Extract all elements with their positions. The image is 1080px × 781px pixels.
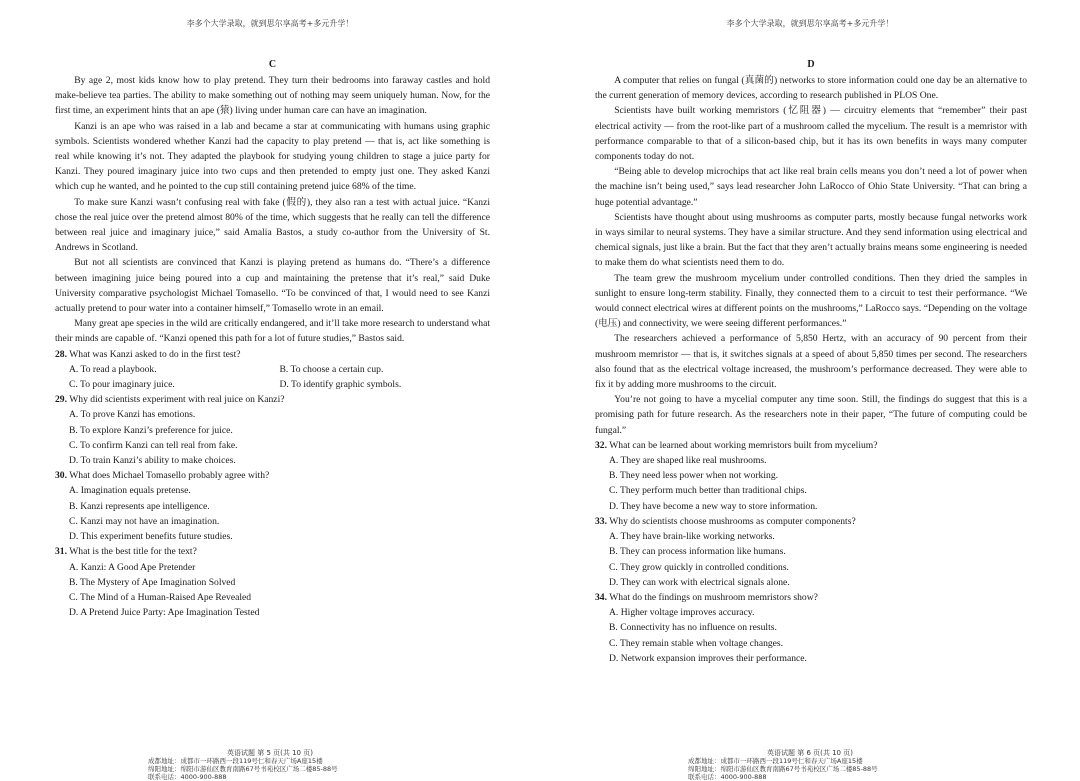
option-a: A. They are shaped like real mushrooms.: [609, 455, 767, 467]
right-page: [540, 0, 1080, 781]
option-b: B. They need less power when not working.: [609, 470, 779, 482]
option-b: B. To choose a certain cup.: [279, 363, 384, 375]
paragraph: A computer that relies on fungal (真菌的) networks to store information could one day be an alternative to the current generation of memory devices, according to research published in PLOS One.: [595, 75, 1027, 102]
option-a: A. To read a playbook.: [69, 363, 157, 375]
question-29: [55, 392, 490, 407]
paragraph: Scientists have built working memristors (忆阻器) — circuitry elements that “remember” their past electrical activity — from the root-like part of a mushroom called the mycelium. The result is a memristor with performance comparable to that of a silicon-based chip, but it has its own benefits in ways many computer components today do not.: [595, 105, 1027, 163]
paragraph: Kanzi is an ape who was raised in a lab and became a star at communicating with humans using graphic symbols. Scientists wondered whether Kanzi had the capacity to play pretend — that is, act like something is real while knowing it’s not. They adapted the playbook for studying young children to stage a juice party for Kanzi. They poured imaginary juice into two cups and then pretended to empty just one. They asked Kanzi which cup he wanted, and he pointed to the cup still containing pretend juice 68% of the time.: [55, 120, 490, 193]
option-d: D. To identify graphic symbols.: [279, 379, 402, 391]
footer-line: 联系电话：4000-900-888: [688, 773, 767, 781]
option-d: D. They can work with electrical signals alone.: [609, 576, 790, 588]
question-number: 28.: [55, 348, 67, 360]
paragraph: Scientists have thought about using mushrooms as computer parts, mostly because fungal networks work in ways similar to neural systems. They have a similar structure. And they send information using electrical and chemical signals, just like a brain. But the fact that they aren’t actually brains means some engineering is needed to make them do what scientists need them to do.: [595, 211, 1027, 269]
question-32: [595, 438, 1027, 453]
paragraph: Many great ape species in the wild are critically endangered, and it’ll take more research to understand what their minds are capable of. “Kanzi opened this path for a lot of future studies,” Bastos said.: [55, 318, 490, 345]
question-34: [595, 590, 1027, 605]
page-number: 英语试题 第 5 页(共 10 页): [227, 749, 313, 757]
question-number: 31.: [55, 546, 67, 558]
footer-line: 绵阳地址：绵阳市游仙区教育南路67号书苑校区广场二楼85-88号: [688, 765, 878, 773]
option-d: D. This experiment benefits future studies.: [69, 531, 233, 543]
question-stem: Why do scientists choose mushrooms as computer components?: [609, 515, 856, 527]
page-header: 李多个大学录取，就到思尔享高考+多元升学！: [726, 19, 894, 28]
footer-address: [688, 757, 878, 781]
option-a: A. Imagination equals pretense.: [69, 485, 191, 497]
option-c: C. They grow quickly in controlled conditions.: [609, 561, 789, 573]
question-stem: Why did scientists experiment with real juice on Kanzi?: [69, 394, 285, 406]
footer-line: 成都地址：成都市一环路西一段119号仁和春天广场A座15楼: [148, 757, 323, 765]
question-stem: What do the findings on mushroom memristors show?: [609, 591, 818, 603]
paragraph: To make sure Kanzi wasn’t confusing real with fake (假的), they also ran a test with actual juice. “Kanzi chose the real juice over the pretend almost 80% of the time, which suggests that he really can tell the difference between real juice and imaginary juice,” said Amalia Bastos, a study co-author from the University of St. Andrews in Scotland.: [55, 196, 490, 254]
question-33: [595, 514, 1027, 529]
page-number: 英语试题 第 6 页(共 10 页): [767, 749, 853, 757]
option-b: B. They can process information like humans.: [609, 546, 786, 558]
question-stem: What is the best title for the text?: [69, 546, 197, 558]
paragraph: But not all scientists are convinced that Kanzi is playing pretend as humans do. “There’s a difference between imagining juice being poured into a cup and maintaining the pretense that it’s real,” said Duke University comparative psychologist Michael Tomasello. “To be convinced of that, I would need to see Kanzi actually pretend to pour water into a container himself,” Tomasello wrote in an email.: [55, 257, 490, 315]
page-header: 李多个大学录取，就到思尔享高考+多元升学！: [186, 19, 354, 28]
option-c: C. Kanzi may not have an imagination.: [69, 515, 220, 527]
question-stem: What can be learned about working memristors built from mycelium?: [609, 439, 878, 451]
footer-line: 联系电话：4000-900-888: [148, 773, 227, 781]
option-b: B. Connectivity has no influence on results.: [609, 622, 777, 634]
page-footer: [540, 749, 1080, 781]
option-a: A. They have brain-like working networks.: [609, 531, 775, 543]
paragraph: By age 2, most kids know how to play pretend. They turn their bedrooms into faraway castles and hold make-believe tea parties. The ability to make something out of nothing may seem uniquely human. Now, for the first time, an experiment hints that an ape (猿) living under human care can have an imagination.: [55, 75, 490, 117]
option-d: D. They have become a new way to store information.: [609, 500, 818, 512]
section-title: D: [807, 59, 815, 70]
option-a: A. To prove Kanzi has emotions.: [69, 409, 196, 421]
option-a: A. Kanzi: A Good Ape Pretender: [69, 561, 196, 573]
option-b: B. Kanzi represents ape intelligence.: [69, 500, 210, 512]
question-28-options: [69, 362, 490, 392]
option-d: D. A Pretend Juice Party: Ape Imagination Tested: [69, 607, 260, 619]
option-c: C. They perform much better than traditional chips.: [609, 485, 807, 497]
option-a: A. Higher voltage improves accuracy.: [609, 607, 755, 619]
option-c: C. They remain stable when voltage changes.: [609, 637, 784, 649]
paragraph: The team grew the mushroom mycelium under controlled conditions. Then they dried the samples in sunlight to ensure long-term stability. Finally, they connected them to a circuit to test their performance. “We would connect electrical wires at different points on the mushrooms,” LaRocco says. “Depending on the voltage (电压) and connectivity, we were seeing different performances.”: [595, 272, 1027, 330]
option-c: C. To confirm Kanzi can tell real from fake.: [69, 439, 238, 451]
question-stem: What was Kanzi asked to do in the first test?: [69, 348, 241, 360]
paragraph: You’re not going to have a mycelial computer any time soon. Still, the findings do suggest that this is a promising path for future research. As the researchers note in their paper, “The future of computing could be fungal.”: [595, 394, 1027, 436]
question-number: 32.: [595, 439, 607, 451]
question-number: 33.: [595, 515, 607, 527]
question-number: 30.: [55, 470, 67, 482]
left-page-body: [55, 58, 490, 620]
option-b: B. To explore Kanzi’s preference for juice.: [69, 424, 233, 436]
section-title: C: [268, 59, 277, 70]
option-d: D. To train Kanzi’s ability to make choices.: [69, 455, 236, 467]
option-c: C. The Mind of a Human-Raised Ape Revealed: [69, 591, 252, 603]
footer-address: [148, 757, 338, 781]
footer-line: 绵阳地址：绵阳市游仙区教育南路67号书苑校区广场二楼85-88号: [148, 765, 338, 773]
question-number: 29.: [55, 394, 67, 406]
question-stem: What does Michael Tomasello probably agree with?: [69, 470, 270, 482]
question-31: [55, 544, 490, 559]
option-d: D. Network expansion improves their performance.: [609, 652, 807, 664]
right-page-body: [595, 58, 1027, 666]
question-28: [55, 347, 490, 362]
option-b: B. The Mystery of Ape Imagination Solved: [69, 576, 236, 588]
question-number: 34.: [595, 591, 607, 603]
page-footer: [0, 749, 540, 781]
paragraph: “Being able to develop microchips that act like real brain cells means you don’t need a lot of power when the machine isn’t being used,” says lead researcher John LaRocco of Ohio State University. “That can bring a huge potential advantage.”: [595, 166, 1027, 208]
option-c: C. To pour imaginary juice.: [69, 379, 175, 391]
question-30: [55, 468, 490, 483]
paragraph: The researchers achieved a performance of 5,850 Hertz, with an accuracy of 90 percent from their mushroom memristor — that is, it switches signals at a speed of about 5,850 times per second. The researchers also found that as the electrical voltage increased, the mushroom’s performance decreased. They were able to fix it by adding more mushrooms to the circuit.: [595, 333, 1027, 391]
footer-line: 成都地址：成都市一环路西一段119号仁和春天广场A座15楼: [688, 757, 863, 765]
